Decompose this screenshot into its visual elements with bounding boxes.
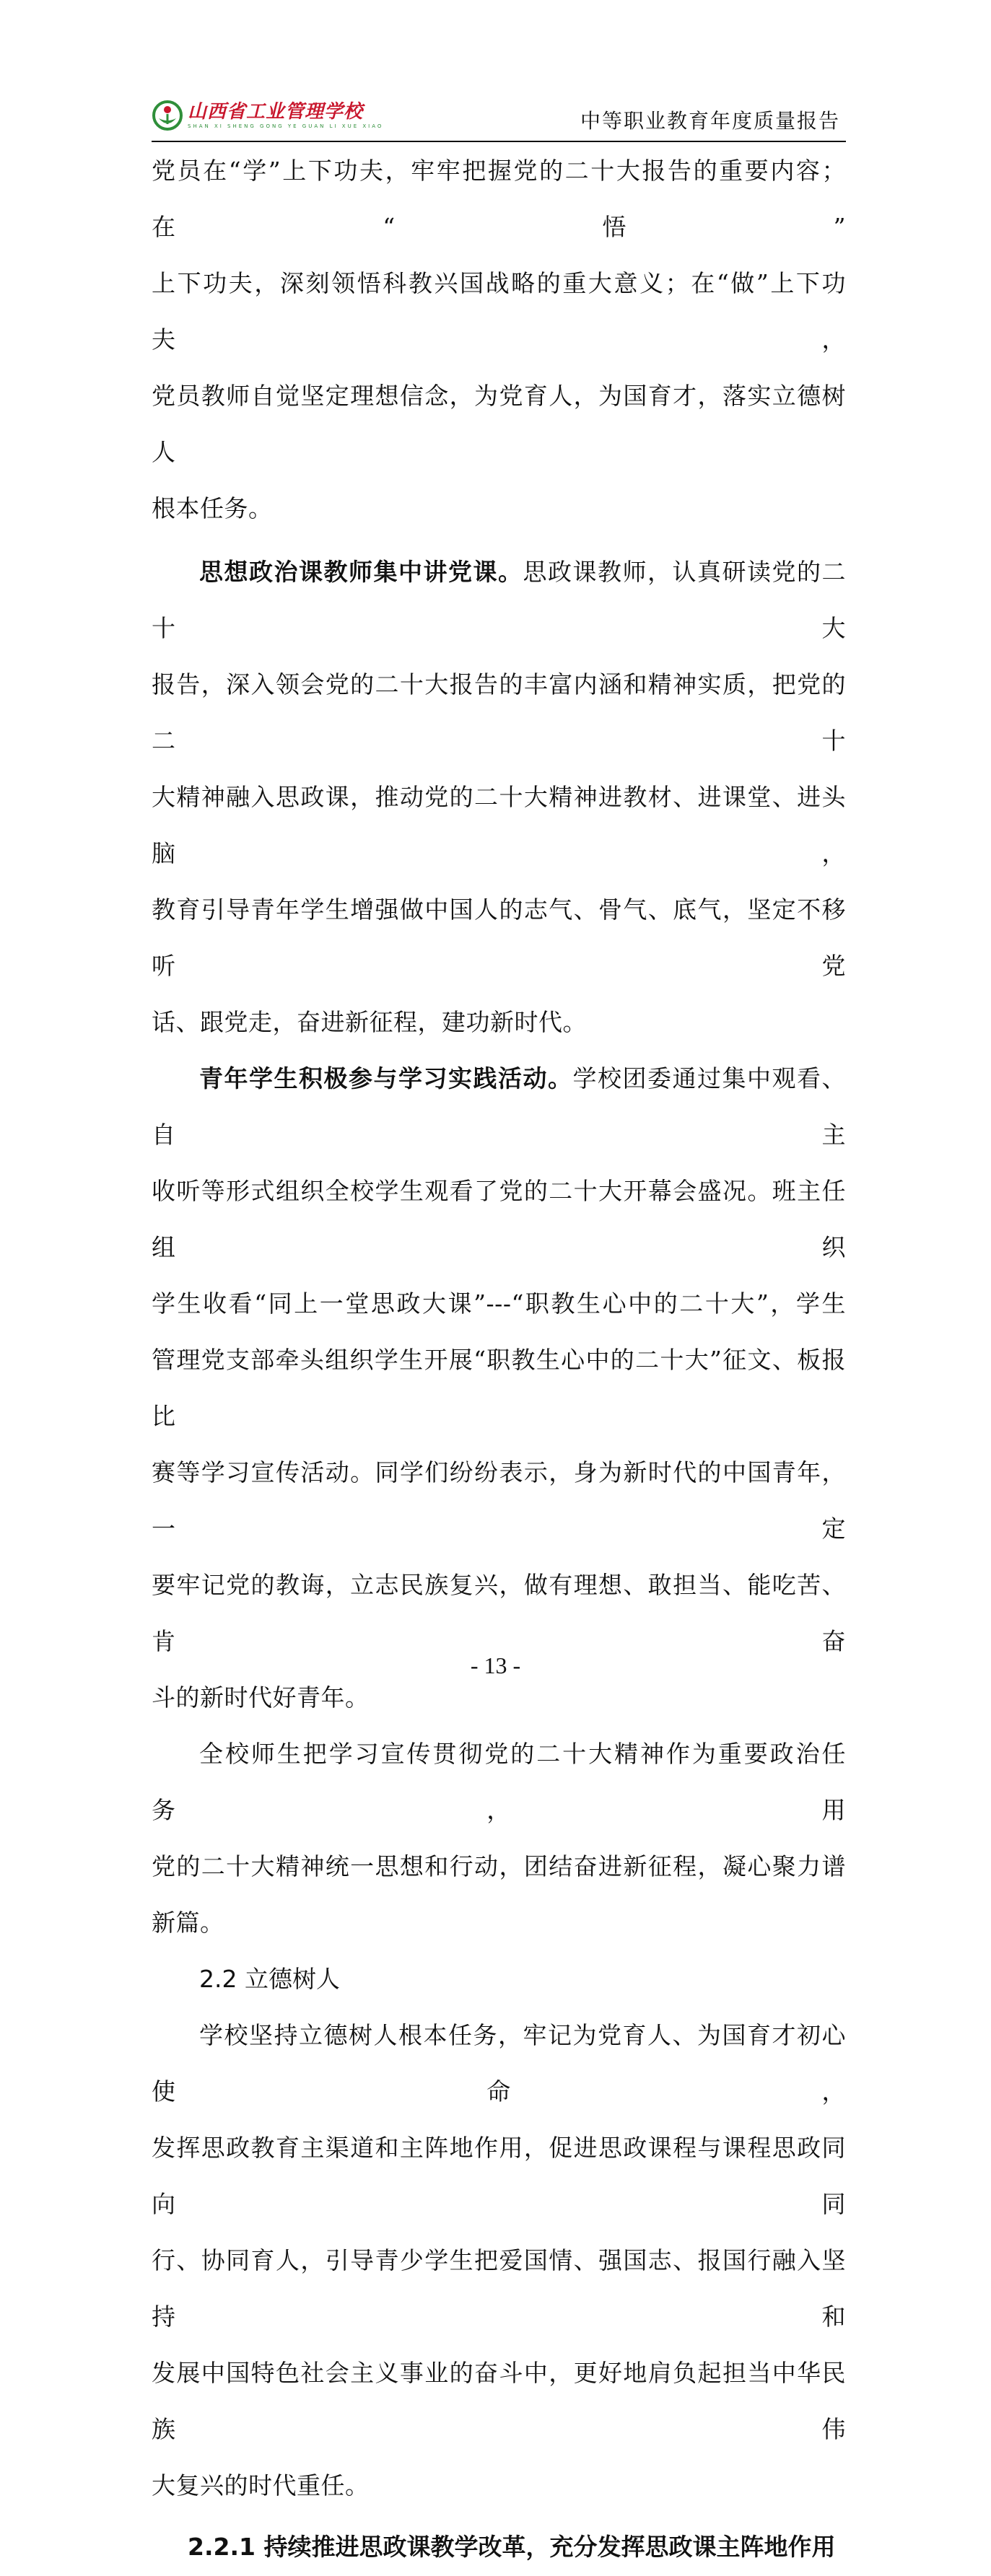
subsection-heading: 2.2.1 持续推进思政课教学改革，充分发挥思政课主阵地作用 <box>188 2533 836 2561</box>
text-line: 大复兴的时代重任。 <box>152 2471 370 2500</box>
report-title: 中等职业教育年度质量报告 <box>580 109 840 133</box>
text-line: 学生收看“同上一堂思政大课”---“职教生心中的二十大”，学生 <box>152 1289 846 1318</box>
text-line: 全校师生把学习宣传贯彻党的二十大精神作为重要政治任务，用 <box>152 1740 846 1824</box>
text-line: 话、跟党走，奋进新征程，建功新时代。 <box>152 1008 587 1036</box>
page-number: - 13 - <box>470 1652 521 1678</box>
text-line: 管理党支部牵头组织学生开展“职教生心中的二十大”征文、板报比 <box>152 1346 846 1430</box>
paragraph-whole-school <box>152 1726 846 1951</box>
paragraph-lead: 青年学生积极参与学习实践活动。 <box>199 1064 573 1092</box>
text-line: 党员教师自觉坚定理想信念，为党育人，为国育才，落实立德树人 <box>152 382 846 466</box>
text-line: 行、协同育人，引导青少学生把爱国情、强国志、报国行融入坚持和 <box>152 2246 846 2331</box>
text-line: 赛等学习宣传活动。同学们纷纷表示，身为新时代的中国青年，一定 <box>152 1458 846 1543</box>
header-divider <box>152 141 846 142</box>
text-line: 收听等形式组织全校学生观看了党的二十大开幕会盛况。班主任组织 <box>152 1177 846 1261</box>
paragraph-student-activities <box>152 1051 846 1726</box>
text-line: 大精神融入思政课，推动党的二十大精神进教材、进课堂、进头脑， <box>152 783 846 867</box>
text-line <box>152 544 846 657</box>
paragraph-political-teachers <box>152 544 846 1051</box>
school-logo-icon <box>152 100 183 131</box>
paragraph-party-members <box>152 143 846 537</box>
text-line: 党员在“学”上下功夫，牢牢把握党的二十大报告的重要内容；在“悟” <box>152 157 846 241</box>
paragraph-moral-education <box>152 2007 846 2514</box>
page-body <box>152 143 846 2576</box>
text-line: 上下功夫，深刻领悟科教兴国战略的重大意义；在“做”上下功夫， <box>152 269 846 354</box>
text-span: 学校团委通过集中观看、自主 <box>152 1064 846 1149</box>
text-line: 报告，深入领会党的二十大报告的丰富内涵和精神实质，把党的二十 <box>152 670 846 755</box>
school-name: 山西省工业管理学校 <box>188 101 364 123</box>
text-line: 斗的新时代好青年。 <box>152 1683 370 1712</box>
school-logo <box>152 97 383 134</box>
text-line: 根本任务。 <box>152 494 273 522</box>
text-line: 党的二十大精神统一思想和行动，团结奋进新征程，凝心聚力谱新篇。 <box>152 1852 846 1937</box>
text-span: 思政课教师，认真研读党的二十大 <box>152 558 846 642</box>
text-line: 发挥思政教育主渠道和主阵地作用，促进思政课程与课程思政同向同 <box>152 2134 846 2218</box>
paragraph-lead: 思想政治课教师集中讲党课。 <box>199 558 523 586</box>
text-line: 发展中国特色社会主义事业的奋斗中，更好地肩负起担当中华民族伟 <box>152 2359 846 2443</box>
text-line <box>152 1051 846 1163</box>
page-header <box>152 94 846 139</box>
section-heading: 2.2 立德树人 <box>199 1965 340 1993</box>
school-pinyin: SHAN XI SHENG GONG YE GUAN LI XUE XIAO <box>188 123 384 129</box>
text-line: 要牢记党的教诲，立志民族复兴，做有理想、敢担当、能吃苦、肯奋 <box>152 1571 846 1655</box>
text-line: 教育引导青年学生增强做中国人的志气、骨气、底气，坚定不移听党 <box>152 895 846 980</box>
text-line: 学校坚持立德树人根本任务，牢记为党育人、为国育才初心使命， <box>152 2021 846 2106</box>
